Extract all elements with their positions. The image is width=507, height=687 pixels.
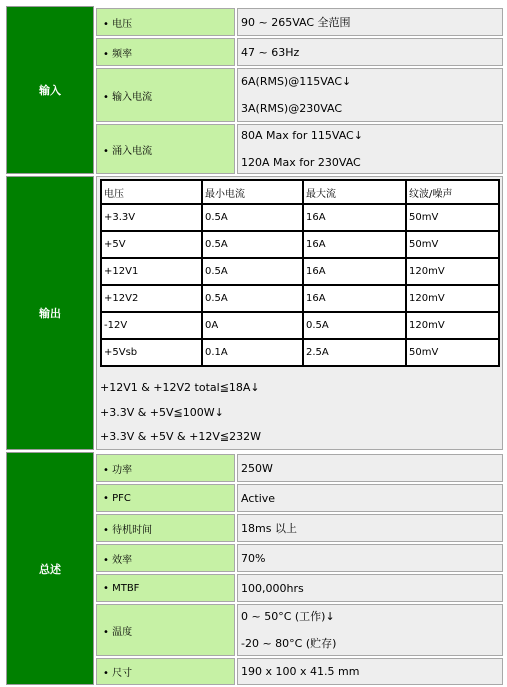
column-header: 最大流 — [303, 180, 406, 204]
hold-up-time-label: • 待机时间 — [96, 514, 235, 542]
input-current-value: 6A(RMS)@115VAC↓ 3A(RMS)@230VAC — [237, 68, 503, 122]
output-note: +12V1 & +12V2 total≦18A↓ — [100, 381, 260, 394]
column-header: 最小电流 — [202, 180, 303, 204]
section-title: 输出 — [39, 307, 61, 320]
efficiency-value: 70% — [237, 544, 503, 572]
mtbf-value: 100,000hrs — [237, 574, 503, 602]
power-label: • 功率 — [96, 454, 235, 482]
table-row: +12V1 0.5A 16A 120mV — [101, 258, 499, 285]
table-row: +3.3V 0.5A 16A 50mV — [101, 204, 499, 231]
column-header: 纹波/噪声 — [406, 180, 499, 204]
power-value: 250W — [237, 454, 503, 482]
efficiency-label: • 效率 — [96, 544, 235, 572]
input-voltage-value: 90 ~ 265VAC 全范围 — [237, 8, 503, 36]
pfc-label: • PFC — [96, 484, 235, 512]
section-summary-header — [6, 452, 94, 685]
table-row: +5V 0.5A 16A 50mV — [101, 231, 499, 258]
temperature-value: 0 ~ 50°C (工作)↓ -20 ~ 80°C (贮存) — [237, 604, 503, 656]
dimensions-label: • 尺寸 — [96, 658, 235, 685]
dimensions-value: 190 x 100 x 41.5 mm — [237, 658, 503, 685]
section-output-header — [6, 176, 94, 450]
output-spec-table — [100, 179, 500, 367]
table-row: +5Vsb 0.1A 2.5A 50mV — [101, 339, 499, 366]
section-input-header — [6, 6, 94, 174]
output-note: +3.3V & +5V≦100W↓ — [100, 405, 224, 419]
mtbf-label: • MTBF — [96, 574, 235, 602]
output-note: +3.3V & +5V & +12V≦232W — [100, 430, 261, 443]
inrush-current-value: 80A Max for 115VAC↓ 120A Max for 230VAC — [237, 124, 503, 174]
output-notes — [100, 376, 261, 450]
section-title: 总述 — [39, 562, 61, 576]
input-frequency-label: • 频率 — [96, 38, 235, 66]
table-row: -12V 0A 0.5A 120mV — [101, 312, 499, 339]
temperature-label: • 温度 — [96, 604, 235, 656]
column-header: 电压 — [101, 180, 202, 204]
input-current-label: • 输入电流 — [96, 68, 235, 122]
inrush-current-label: • 涌入电流 — [96, 124, 235, 174]
table-row: +12V2 0.5A 16A 120mV — [101, 285, 499, 312]
input-frequency-value: 47 ~ 63Hz — [237, 38, 503, 66]
input-voltage-label: • 电压 — [96, 8, 235, 36]
pfc-value: Active — [237, 484, 503, 512]
hold-up-time-value: 18ms 以上 — [237, 514, 503, 542]
table-header-row — [101, 180, 499, 204]
section-title: 输入 — [39, 84, 61, 97]
